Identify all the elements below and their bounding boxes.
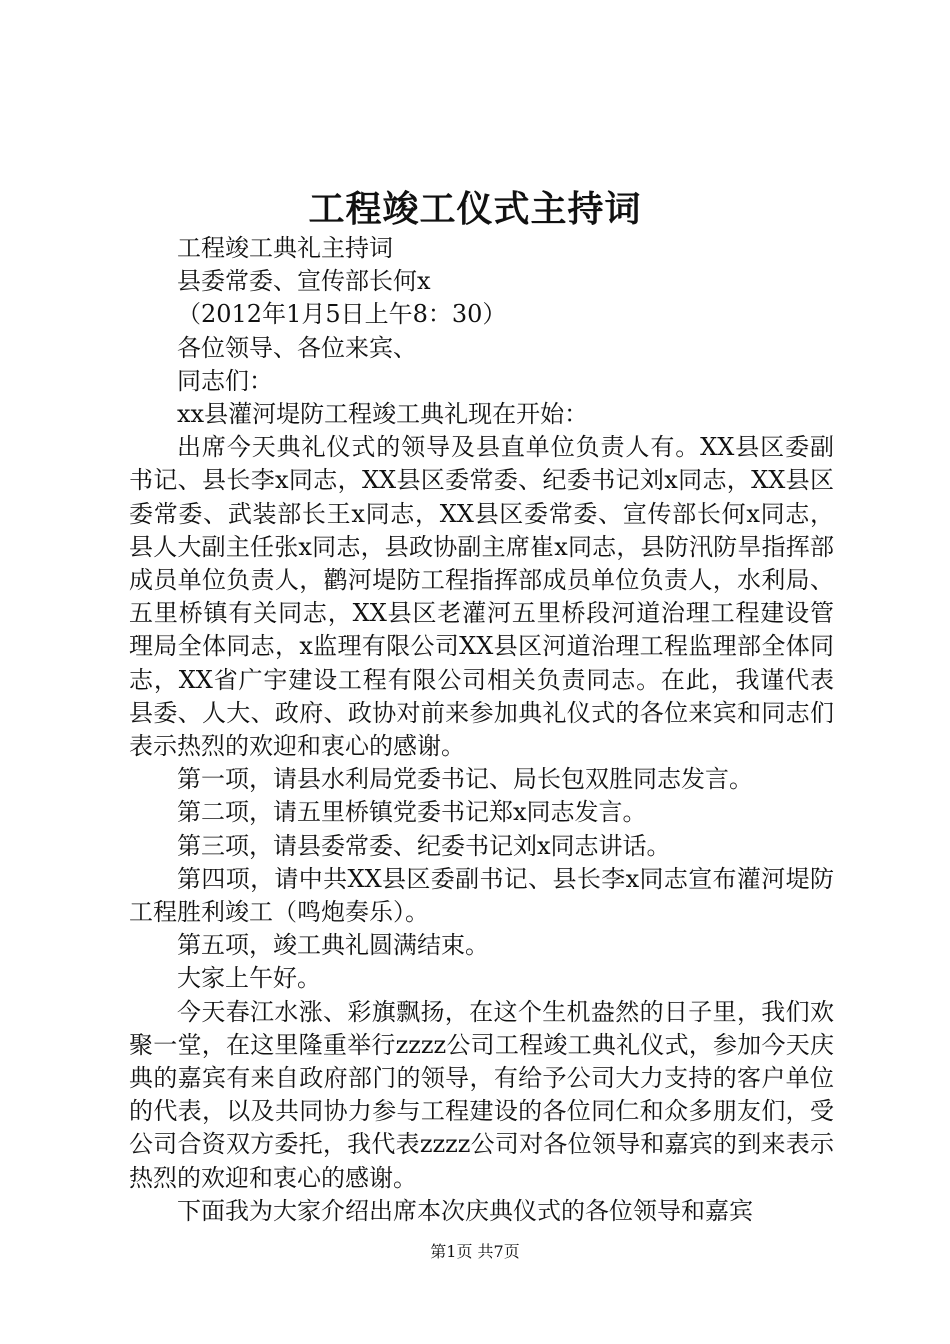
paragraph-item-3: 第三项，请县委常委、纪委书记刘x同志讲话。 — [177, 831, 671, 860]
paragraph-salutation: 各位领导、各位来宾、 — [177, 333, 417, 362]
paragraph-comrades: 同志们： — [177, 366, 273, 395]
paragraph-item-1: 第一项，请县水利局党委书记、局长包双胜同志发言。 — [177, 765, 753, 794]
document-body — [129, 232, 834, 1228]
paragraph-attendees: 出席今天典礼仪式的领导及县直单位负责人有。XX县区委副书记、县长李x同志，XX县区委常委、纪委书记刘x同志，XX县区委常委、武装部长王x同志，XX县区委常委、宣传部长何x同志，县人大副主任张x同志，县政协副主席崔x同志，县防汛防旱指挥部成员单位负责人，鹳河堤防工程指挥部成员单位负责人，水利局、五里桥镇有关同志，XX县区老灌河五里桥段河道治理工程建设管理局全体同志，x监理有限公司XX县区河道治理工程监理部全体同志，XX省广宇建设工程有限公司相关负责同志。在此，我谨代表县委、人大、政府、政协对前来参加典礼仪式的各位来宾和同志们表示热烈的欢迎和衷心的感谢。 — [129, 433, 834, 761]
paragraph-subtitle: 工程竣工典礼主持词 — [177, 234, 393, 262]
paragraph-item-5: 第五项，竣工典礼圆满结束。 — [177, 931, 489, 960]
page-number: 第1页 共7页 — [430, 1242, 520, 1261]
document-title: 工程竣工仪式主持词 — [308, 188, 642, 230]
paragraph-date: （2012年1月5日上午8：30） — [177, 300, 507, 329]
paragraph-speaker: 县委常委、宣传部长何x — [177, 267, 431, 296]
paragraph-welcome: 今天春江水涨、彩旗飘扬，在这个生机盎然的日子里，我们欢聚一堂，在这里隆重举行zzzz公司工程竣工典礼仪式，参加今天庆典的嘉宾有来自政府部门的领导，有给予公司大力支持的客户单位的代表，以及共同协力参与工程建设的各位同仁和众多朋友们，受公司合资双方委托，我代表zzzz公司对各位领导和嘉宾的到来表示热烈的欢迎和衷心的感谢。 — [129, 997, 834, 1192]
paragraph-opening: xx县灌河堤防工程竣工典礼现在开始： — [177, 400, 589, 429]
paragraph-item-4: 第四项，请中共XX县区委副书记、县长李x同志宣布灌河堤防工程胜利竣工（鸣炮奏乐）。 — [129, 864, 834, 927]
paragraph-item-2: 第二项，请五里桥镇党委书记郑x同志发言。 — [177, 798, 647, 827]
paragraph-greeting: 大家上午好。 — [177, 964, 321, 993]
paragraph-introduction: 下面我为大家介绍出席本次庆典仪式的各位领导和嘉宾 — [177, 1196, 753, 1225]
